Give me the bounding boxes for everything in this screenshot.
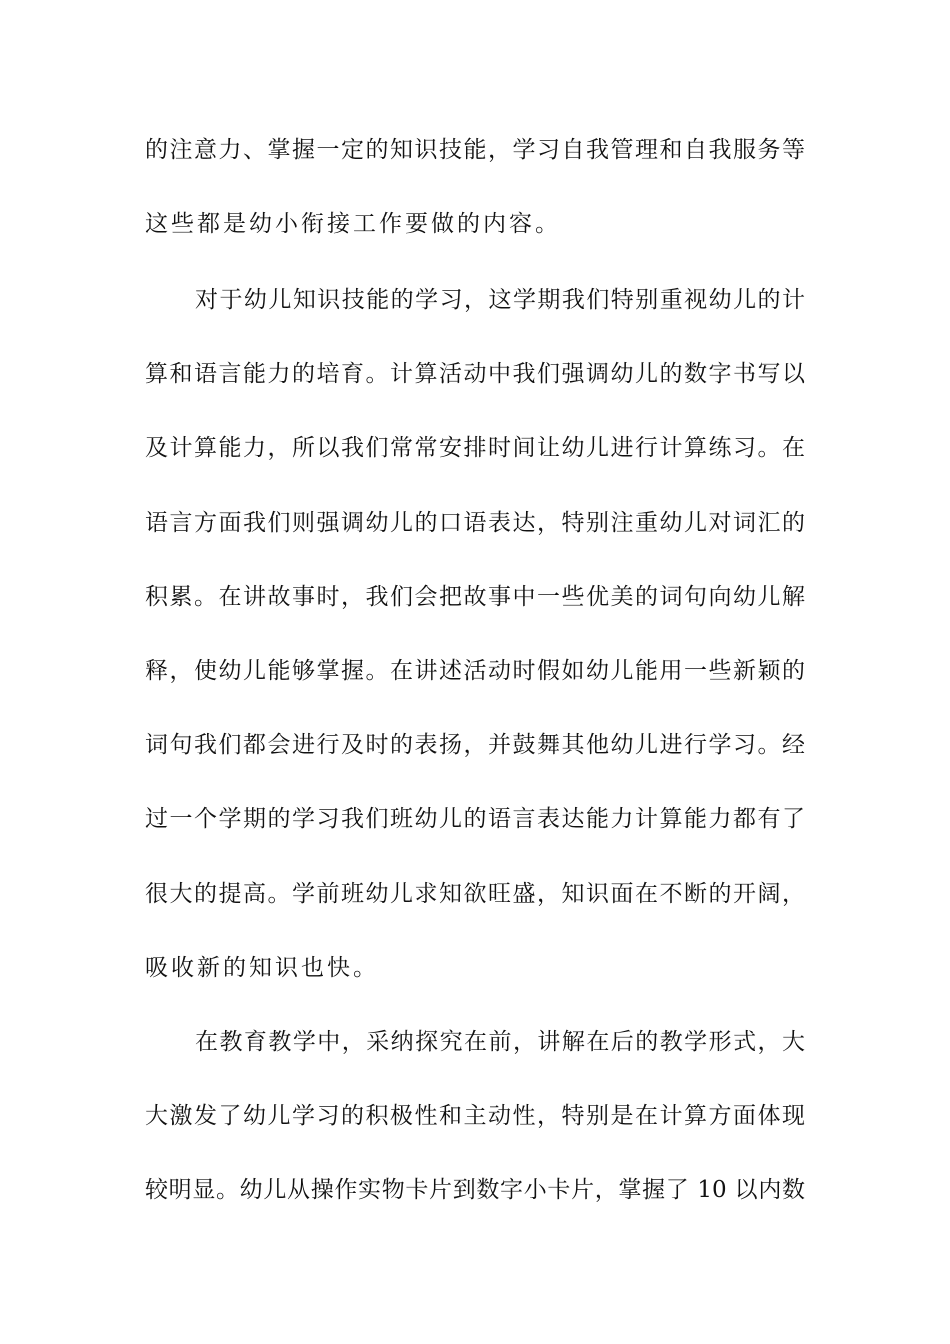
paragraph-line: 语言方面我们则强调幼儿的口语表达，特别注重幼儿对词汇的 [145,510,805,536]
paragraph-line: 算和语言能力的培育。计算活动中我们强调幼儿的数字书写以 [145,361,805,387]
paragraph-line: 吸收新的知识也快。 [145,955,379,981]
paragraph-line: 及计算能力，所以我们常常安排时间让幼儿进行计算练习。在 [145,435,805,461]
paragraph-line: 释，使幼儿能够掌握。在讲述活动时假如幼儿能用一些新颖的 [145,658,805,684]
paragraph-line: 这些都是幼小衔接工作要做的内容。 [145,211,561,237]
paragraph-line: 很大的提高。学前班幼儿求知欲旺盛，知识面在不断的开阔， [145,881,805,907]
paragraph-line: 大激发了幼儿学习的积极性和主动性，特别是在计算方面体现 [145,1103,805,1129]
paragraph-line: 的注意力、掌握一定的知识技能，学习自我管理和自我服务等 [145,137,805,163]
paragraph-line: 对于幼儿知识技能的学习，这学期我们特别重视幼儿的计 [195,287,805,313]
paragraph-line: 积累。在讲故事时，我们会把故事中一些优美的词句向幼儿解 [145,584,805,610]
paragraph-line: 在教育教学中，采纳探究在前，讲解在后的教学形式，大 [195,1029,805,1055]
paragraph-line: 过一个学期的学习我们班幼儿的语言表达能力计算能力都有了 [145,806,805,832]
paragraph-line: 词句我们都会进行及时的表扬，并鼓舞其他幼儿进行学习。经 [145,732,805,758]
paragraph-line: 较明显。幼儿从操作实物卡片到数字小卡片，掌握了 10 以内数 [145,1177,805,1203]
